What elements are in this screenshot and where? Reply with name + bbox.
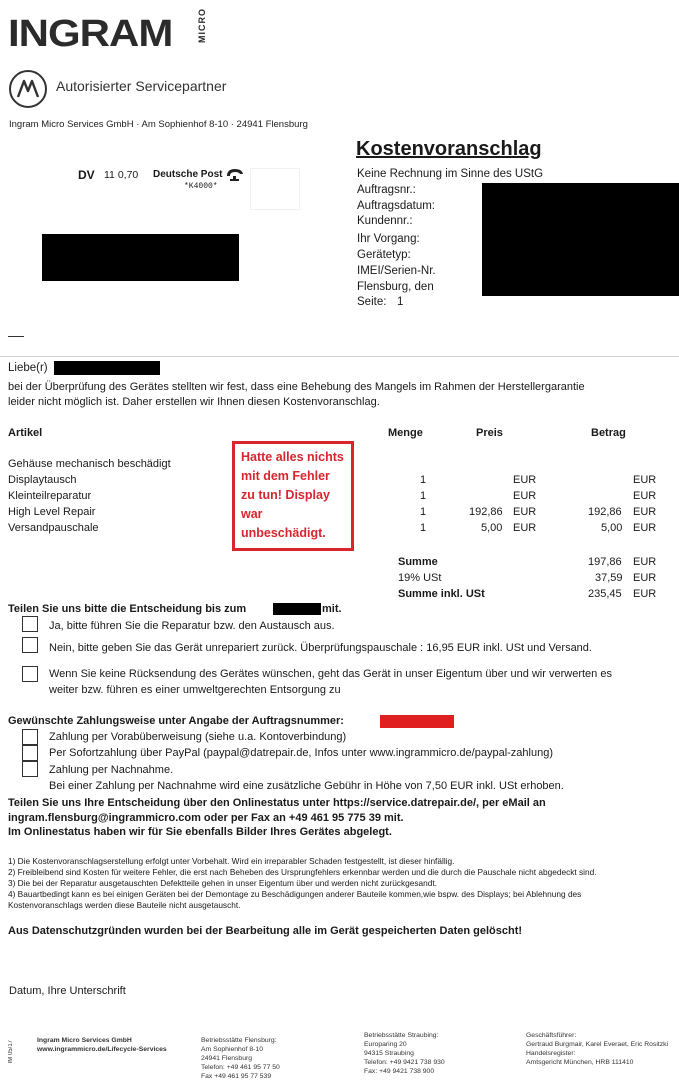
option-dispose-device: Wenn Sie keine Rücksendung des Gerätes wünschen, geht das Gerät in unser Eigentum über und wir verwerten es xyxy=(49,668,612,680)
sender-address-line: Ingram Micro Services GmbH · Am Sophienhof 8-10 · 24941 Flensburg xyxy=(9,119,308,130)
row-price: 5,00 xyxy=(481,522,503,534)
grand-total-value: 235,45 xyxy=(588,588,622,600)
recipient-address-redaction xyxy=(42,234,239,281)
row-price-currency: EUR xyxy=(513,522,537,534)
row-amount-currency: EUR xyxy=(633,490,657,502)
intro-line-1: bei der Überprüfung des Gerätes stellten wir fest, dass eine Behebung des Mangels im Rahmen der Herstellergarantie xyxy=(8,381,585,393)
footer-line: Amtsgericht München, HRB 111410 xyxy=(526,1059,634,1066)
intro-line-2: leider nicht möglich ist. Daher erstellen wir Ihnen diesen Kostenvoranschlag. xyxy=(8,396,380,408)
option-prepayment: Zahlung per Vorabüberweisung (siehe u.a. Kontoverbindung) xyxy=(49,731,347,743)
row-amount-currency: EUR xyxy=(633,506,657,518)
row-article: Displaytausch xyxy=(8,474,77,486)
option-paypal: Per Sofortzahlung über PayPal (paypal@datrepair.de, Infos unter www.ingrammicro.de/paypal-zahlung) xyxy=(49,747,553,759)
vat-label: 19% USt xyxy=(398,572,442,584)
post-horn-icon xyxy=(225,166,245,182)
checkbox-prepayment[interactable] xyxy=(22,729,38,745)
meta-page-label: Seite: xyxy=(357,296,387,308)
signature-label: Datum, Ihre Unterschrift xyxy=(9,985,126,997)
checkbox-accept-repair[interactable] xyxy=(22,616,38,632)
footer-line: Fax: +49 9421 738 900 xyxy=(364,1068,435,1075)
option-return-unrepaired: Nein, bitte geben Sie das Gerät unrepariert zurück. Überprüfungspauschale : 16,95 EUR inkl. USt und Versand. xyxy=(49,642,592,654)
footer-company-web: www.ingrammicro.de/Lifecycle-Services xyxy=(37,1046,167,1053)
motorola-logo-icon xyxy=(9,70,47,108)
customer-annotation-box: Hatte alles nichts mit dem Fehler zu tun! Display war unbeschädigt. xyxy=(232,441,354,551)
row-article: High Level Repair xyxy=(8,506,96,518)
payment-heading: Gewünschte Zahlungsweise unter Angabe der Auftragsnummer: xyxy=(8,715,344,727)
meta-device-type-label: Gerätetyp: xyxy=(357,249,411,261)
col-header-price: Preis xyxy=(476,427,503,439)
footer-company xyxy=(37,1036,167,1054)
decision-heading: Teilen Sie uns bitte die Entscheidung bis zum xyxy=(8,603,247,615)
meta-order-date-label: Auftragsdatum: xyxy=(357,200,435,212)
postage-code: 11 0,70 xyxy=(104,169,139,181)
decision-heading-suffix: mit. xyxy=(322,603,342,615)
total-sum-label: Summe xyxy=(398,556,438,568)
footer-line: Gertraud Burgmair, Karel Everaet, Eric Rositzki xyxy=(526,1041,669,1048)
checkbox-dispose-device[interactable] xyxy=(22,666,38,682)
privacy-notice: Aus Datenschutzgründen wurden bei der Bearbeitung alle im Gerät gespeicherten Daten gelöscht! xyxy=(8,925,523,937)
row-article: Gehäuse mechanisch beschädigt xyxy=(8,458,171,470)
checkbox-cash-on-delivery[interactable] xyxy=(22,761,38,777)
meta-imei-label: IMEI/Serien-Nr. xyxy=(357,265,436,277)
footer-line: Betriebsstätte Straubing: xyxy=(364,1032,439,1039)
row-amount-currency: EUR xyxy=(633,522,657,534)
footer-line: Betriebsstätte Flensburg: xyxy=(201,1037,277,1044)
online-status-line-3: Im Onlinestatus haben wir für Sie ebenfalls Bilder Ihres Gerätes abgelegt. xyxy=(8,826,392,838)
row-amount: 5,00 xyxy=(601,522,623,534)
section-divider xyxy=(0,356,679,357)
service-partner-label: Autorisierter Servicepartner xyxy=(56,78,227,94)
fold-mark xyxy=(8,336,24,337)
footer-line: Telefon: +49 9421 738 930 xyxy=(364,1059,445,1066)
meta-order-number-label: Auftragsnr.: xyxy=(357,184,416,196)
row-price-currency: EUR xyxy=(513,506,537,518)
option-accept-repair: Ja, bitte führen Sie die Reparatur bzw. den Austausch aus. xyxy=(49,620,335,632)
logo-micro-label: MICRO xyxy=(197,8,207,43)
vat-value: 37,59 xyxy=(595,572,623,584)
row-article: Versandpauschale xyxy=(8,522,99,534)
footer-line: Am Sophienhof 8-10 xyxy=(201,1046,263,1053)
row-qty: 1 xyxy=(420,490,427,502)
footer-management xyxy=(526,1031,668,1067)
postage-dv: DV xyxy=(78,168,95,182)
footer-line: Europaring 20 xyxy=(364,1041,407,1048)
meta-page-value: 1 xyxy=(397,296,404,308)
document-title: Kostenvoranschlag xyxy=(356,138,542,160)
footnote-2: 2) Freibleibend sind Kosten für weitere Fehler, die erst nach Beheben des Ursprungfehlers erkennbar werden und die durch die Pauschale nicht abgedeckt sind. xyxy=(8,867,597,877)
postage-carrier: Deutsche Post xyxy=(153,169,223,180)
footer-line: 94315 Straubing xyxy=(364,1050,414,1057)
col-header-amount: Betrag xyxy=(591,427,626,439)
customer-name-redaction xyxy=(54,361,160,375)
footer-line: Fax +49 461 95 77 539 xyxy=(201,1073,272,1080)
online-status-line-1: Teilen Sie uns Ihre Entscheidung über den Onlinestatus unter https://service.datrepair.de/, per eMail an xyxy=(8,797,546,809)
total-sum-value: 197,86 xyxy=(588,556,622,568)
checkbox-return-unrepaired[interactable] xyxy=(22,637,38,653)
footer-line: Handelsregister: xyxy=(526,1050,576,1057)
greeting: Liebe(r) xyxy=(8,362,48,374)
order-number-redaction xyxy=(380,715,454,728)
option-dispose-device-cont: weiter bzw. führen es einer umweltgerechten Entsorgung zu xyxy=(49,684,341,696)
row-qty: 1 xyxy=(420,506,427,518)
ingram-micro-logo: INGRAM xyxy=(8,12,173,55)
meta-case-label: Ihr Vorgang: xyxy=(357,233,420,245)
row-article: Kleinteilreparatur xyxy=(8,490,92,502)
total-sum-currency: EUR xyxy=(633,556,657,568)
cash-on-delivery-fee-note: Bei einer Zahlung per Nachnahme wird eine zusätzliche Gebühr in Höhe von 7,50 EUR inkl. USt erhoben. xyxy=(49,780,564,792)
row-price-currency: EUR xyxy=(513,490,537,502)
footer-site-flensburg xyxy=(201,1036,280,1080)
row-qty: 1 xyxy=(420,522,427,534)
row-amount: 192,86 xyxy=(588,506,622,518)
footnote-4-cont: Kostenvoranschlags werden diese Bauteile nicht ausgetauscht. xyxy=(8,900,241,910)
postage-blank-area xyxy=(250,168,300,210)
meta-customer-number-label: Kundennr.: xyxy=(357,215,413,227)
footnote-3: 3) Die bei der Reparatur ausgetauschten Defektteile gehen in unser Eigentum über und werden nicht zurückgesandt. xyxy=(8,878,437,888)
footer-company-name: Ingram Micro Services GmbH xyxy=(37,1037,132,1044)
footer-site-straubing xyxy=(364,1031,445,1076)
footer-line: Telefon: +49 461 95 77 50 xyxy=(201,1064,280,1071)
checkbox-paypal[interactable] xyxy=(22,745,38,761)
row-price-currency: EUR xyxy=(513,474,537,486)
row-qty: 1 xyxy=(420,474,427,486)
footnote-1: 1) Die Kostenvoranschlagserstellung erfolgt unter Vorbehalt. Wird ein irreparabler Schaden festgestellt, ist dieser hinfällig. xyxy=(8,856,455,866)
footer-line: 24941 Flensburg xyxy=(201,1055,253,1062)
form-code: IM 05/17 xyxy=(8,1040,14,1064)
footer-line: Geschäftsführer: xyxy=(526,1032,577,1039)
col-header-article: Artikel xyxy=(8,427,43,439)
grand-total-currency: EUR xyxy=(633,588,657,600)
option-cash-on-delivery: Zahlung per Nachnahme. xyxy=(49,764,174,776)
deadline-redaction xyxy=(273,603,321,615)
online-status-line-2: ingram.flensburg@ingrammicro.com oder per Fax an +49 461 95 775 39 mit. xyxy=(8,812,404,824)
meta-values-redaction xyxy=(482,183,679,296)
vat-currency: EUR xyxy=(633,572,657,584)
grand-total-label: Summe inkl. USt xyxy=(398,588,485,600)
row-price: 192,86 xyxy=(469,506,503,518)
row-amount-currency: EUR xyxy=(633,474,657,486)
col-header-qty: Menge xyxy=(388,427,423,439)
document-subtitle: Keine Rechnung im Sinne des UStG xyxy=(357,168,544,180)
meta-place-date-label: Flensburg, den xyxy=(357,281,434,293)
footnote-4: 4) Bauartbedingt kann es bei einigen Geräten bei der Demontage zu Beschädigungen anderer Bauteile kommen,wie bspw. des Displays; bei Ablehnung des xyxy=(8,889,582,899)
postage-stamp-code: *K4000* xyxy=(184,182,218,191)
